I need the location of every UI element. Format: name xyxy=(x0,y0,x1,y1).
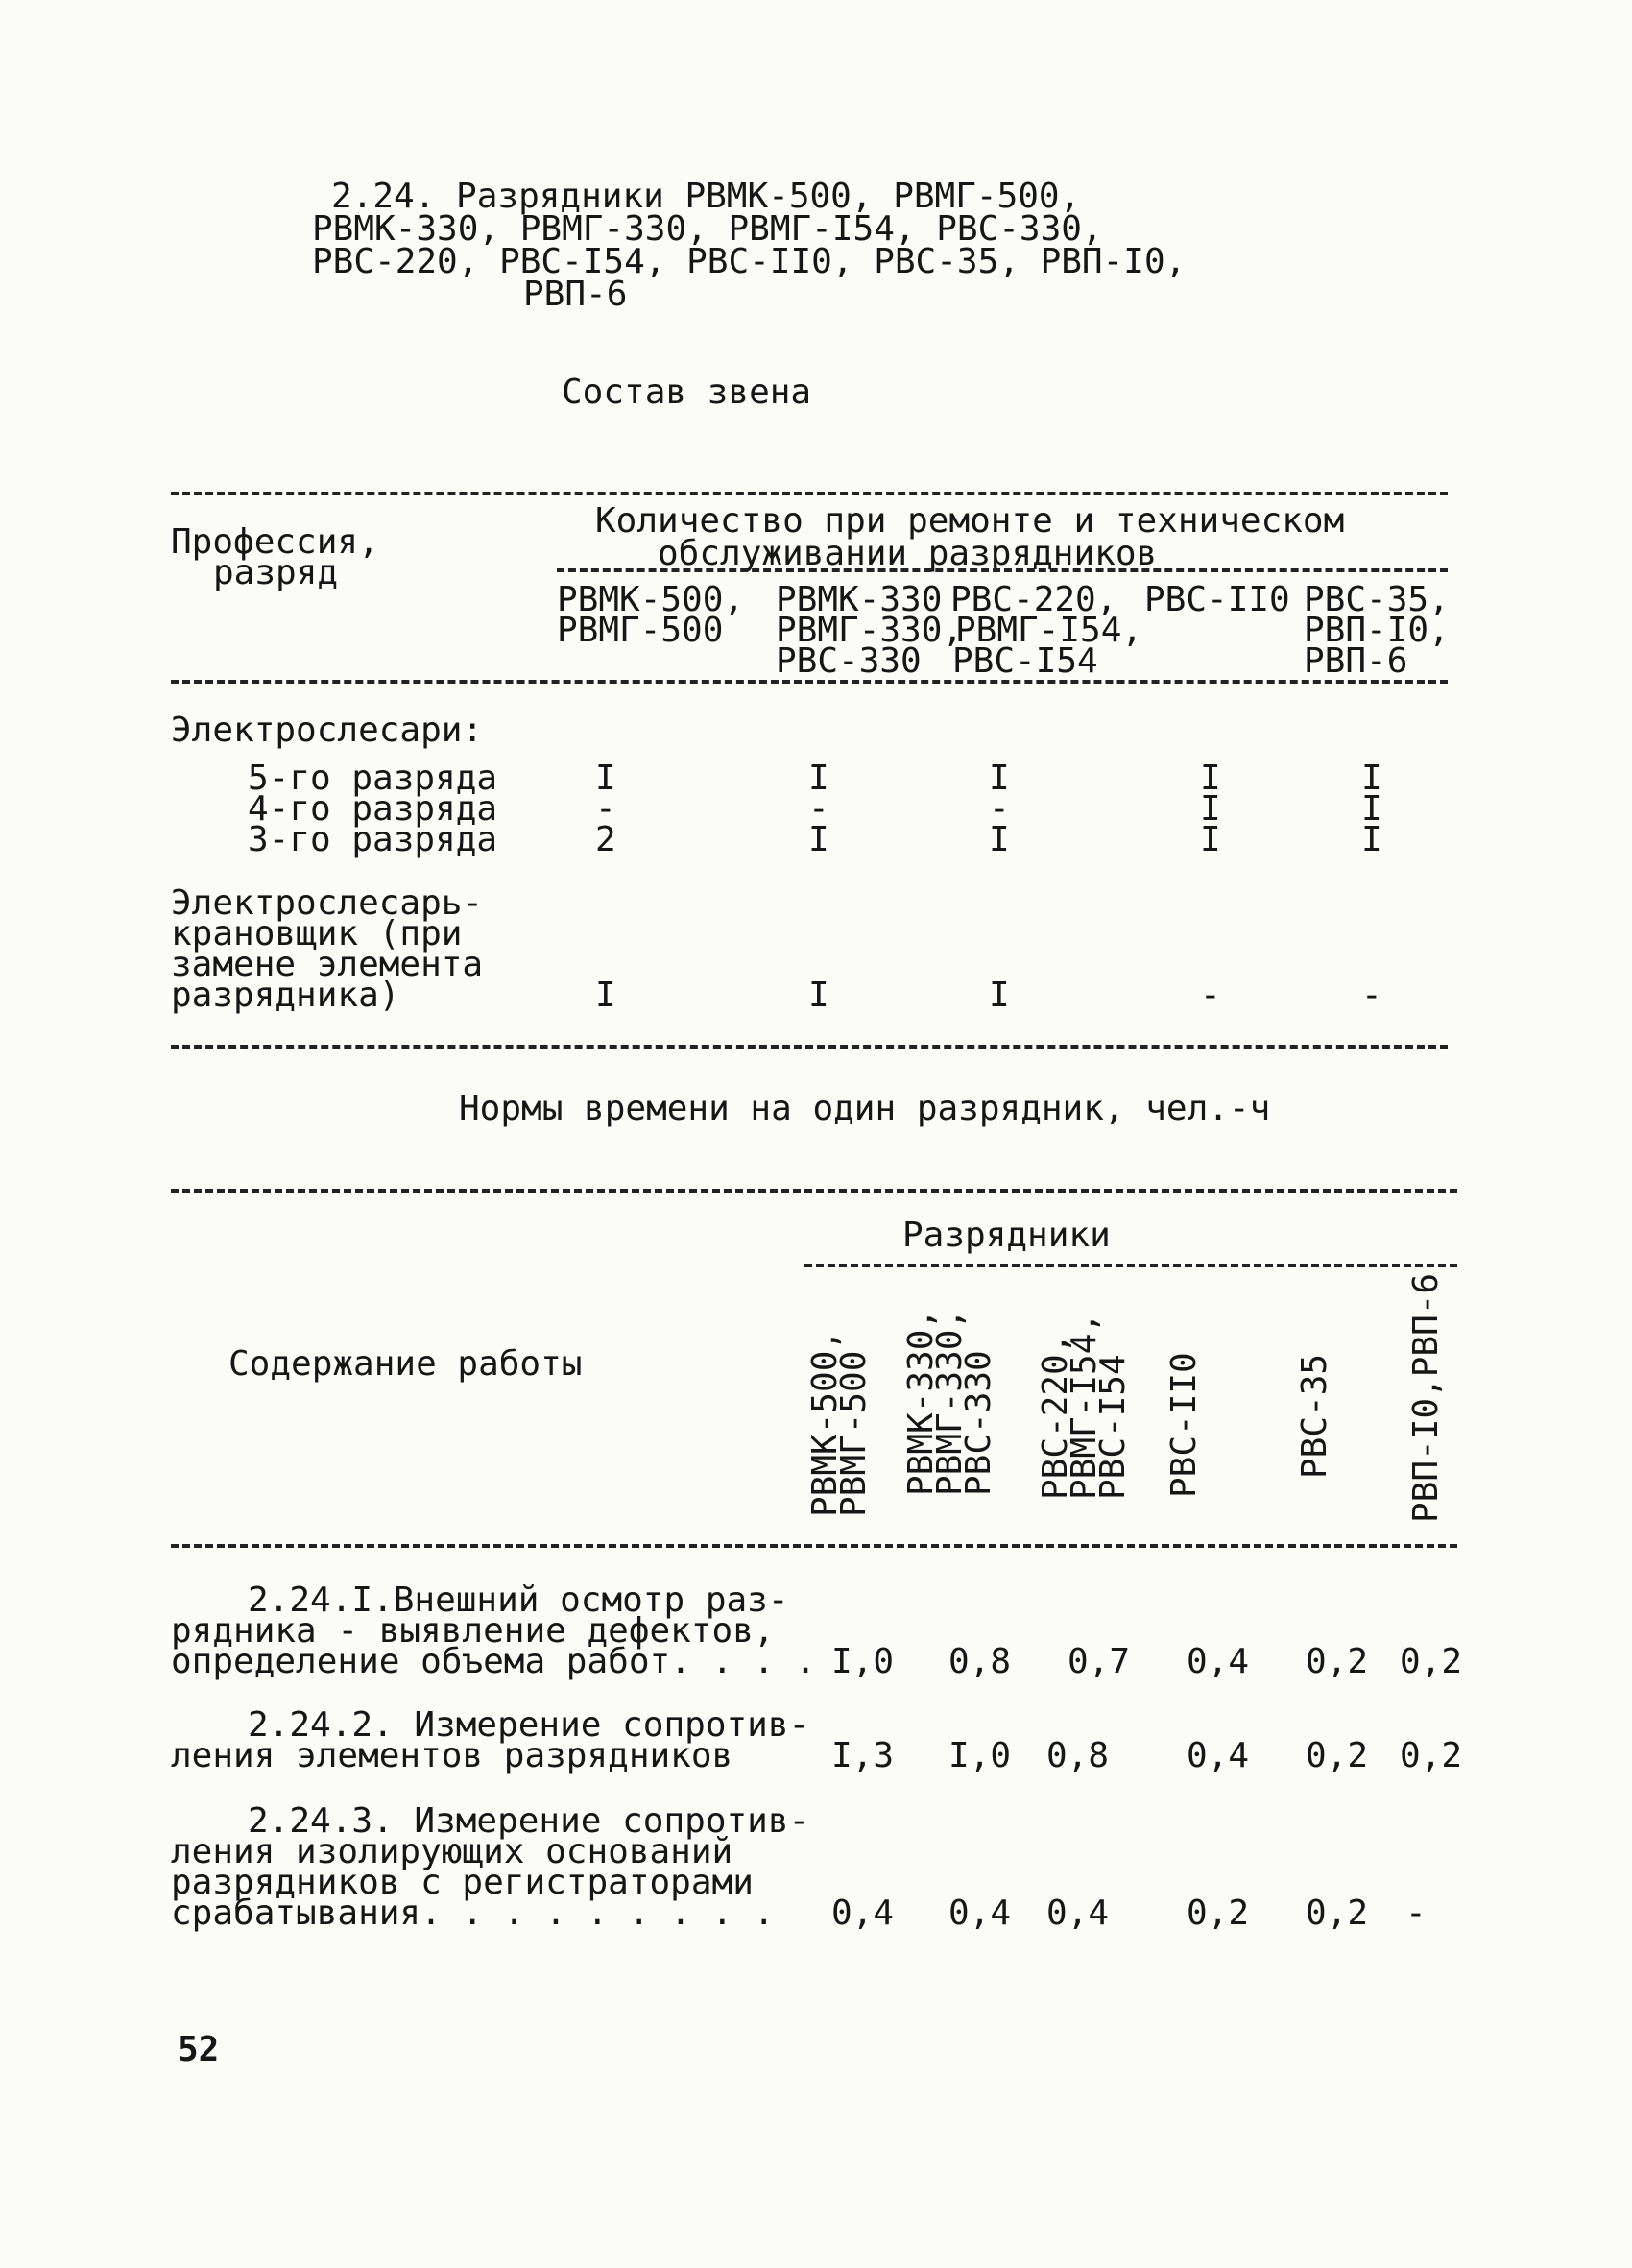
crew-col-4-line-1: РВС-II0 xyxy=(1144,580,1290,619)
norms-row-1-text: 2.24.I.Внешний осмотр раз- xyxy=(248,1580,789,1620)
norms-cell: 0,2 xyxy=(1400,1642,1463,1681)
crew-cell: I xyxy=(989,976,1010,1015)
divider xyxy=(171,680,1448,684)
crew-cell: - xyxy=(1361,976,1382,1015)
crew-row-label: 3-го разряда xyxy=(248,820,498,859)
crew-col-profession-1: Профессия, xyxy=(171,522,379,562)
crew-cell: I xyxy=(595,759,616,798)
crew-cell: I xyxy=(808,820,829,859)
crew-col-3-line-1: РВС-220, xyxy=(950,580,1117,619)
divider xyxy=(171,1189,1457,1193)
divider xyxy=(171,1045,1448,1049)
crew-cell: I xyxy=(1361,789,1382,829)
crew-col-5-line-1: РВС-35, xyxy=(1304,580,1450,619)
norms-cell: 0,2 xyxy=(1306,1736,1369,1775)
crew-col-2-line-1: РВМК-330 xyxy=(776,580,943,619)
norms-row-2-text: ления элементов разрядников xyxy=(171,1736,733,1775)
norms-cell: 0,4 xyxy=(1187,1736,1250,1775)
crew-table-title: Состав звена xyxy=(562,373,812,412)
crew-cell: - xyxy=(808,789,829,829)
norms-cell: 0,8 xyxy=(948,1642,1012,1681)
norms-row-1-text: определение объема работ. . . . xyxy=(171,1642,816,1681)
crew-col-5-line-2: РВП-I0, xyxy=(1304,611,1450,650)
divider xyxy=(804,1264,1457,1267)
heading-line-4: РВП-6 xyxy=(523,275,628,314)
norms-cell: 0,2 xyxy=(1306,1894,1369,1933)
page-number: 52 xyxy=(178,2030,220,2069)
norms-col-1-line-1: РВМК-500, xyxy=(805,1329,845,1517)
norms-cell: I,3 xyxy=(831,1736,895,1775)
crew-cell: - xyxy=(595,789,616,829)
norms-col-5-line-1: РВС-35 xyxy=(1295,1353,1334,1479)
norms-col-3-line-1: РВС-220, xyxy=(1036,1333,1075,1500)
norms-group-header: Разрядники xyxy=(902,1216,1111,1255)
norms-col-4-line-1: РВС-II0 xyxy=(1164,1352,1204,1498)
crew-col-1-line-1: РВМК-500, xyxy=(557,580,745,619)
norms-col-3-line-2: РВМГ-I54, xyxy=(1065,1312,1104,1500)
crew-col-1-line-2: РВМГ-500 xyxy=(557,611,724,650)
norms-col-3-line-3: РВС-I54 xyxy=(1093,1354,1133,1500)
crane-label-1: Электрослесарь- xyxy=(171,883,484,923)
crew-col-3-line-3: РВС-I54 xyxy=(952,641,1098,681)
norms-row-3-text: 2.24.3. Измерение сопротив- xyxy=(248,1801,810,1841)
crew-cell: I xyxy=(808,759,829,798)
crew-cell: I xyxy=(989,820,1010,859)
norms-cell: 0,2 xyxy=(1306,1642,1369,1681)
norms-row-3-text: срабатывания. . . . . . . . . xyxy=(171,1894,775,1933)
crew-cell: I xyxy=(1361,759,1382,798)
norms-cell: 0,7 xyxy=(1068,1642,1131,1681)
crew-cell: I xyxy=(1200,820,1221,859)
crew-cell: I xyxy=(1200,789,1221,829)
heading-line-2: РВМК-330, РВМГ-330, РВМГ-I54, РВС-330, xyxy=(312,209,1103,249)
norms-col-2-line-1: РВМК-330, xyxy=(901,1308,941,1496)
norms-cell: 0,8 xyxy=(1046,1736,1110,1775)
norms-row-3-text: ления изолирующих оснований xyxy=(171,1832,733,1871)
norms-col-2-line-2: РВМГ-330, xyxy=(930,1308,970,1496)
crew-cell: - xyxy=(1200,976,1221,1015)
heading-line-1: 2.24. Разрядники РВМК-500, РВМГ-500, xyxy=(331,177,1081,216)
norms-table-title: Нормы времени на один разрядник, чел.-ч xyxy=(459,1089,1271,1128)
heading-line-3: РВС-220, РВС-I54, РВС-II0, РВС-35, РВП-I0, xyxy=(312,242,1187,281)
crew-cell: 2 xyxy=(595,820,616,859)
crew-col-profession-2: разряд xyxy=(213,553,339,592)
norms-row-3-text: разрядников с регистраторами xyxy=(171,1863,754,1902)
norms-col-2-line-3: РВС-330 xyxy=(959,1350,998,1496)
crew-group-header-1: Количество при ремонте и техническом xyxy=(595,501,1345,541)
norms-cell: 0,4 xyxy=(1187,1642,1250,1681)
crew-cell: I xyxy=(808,976,829,1015)
crew-cell: I xyxy=(1361,820,1382,859)
norms-cell: - xyxy=(1405,1894,1427,1933)
norms-cell: 0,4 xyxy=(1046,1894,1110,1933)
crane-label-3: замене элемента xyxy=(171,945,484,984)
norms-col-6-line-1: РВП-I0,РВП-6 xyxy=(1406,1272,1446,1523)
crew-cell: I xyxy=(595,976,616,1015)
crew-cell: I xyxy=(989,759,1010,798)
crew-col-3-line-2: РВМГ-I54, xyxy=(955,611,1143,650)
crew-cell: - xyxy=(989,789,1010,829)
crew-row-label: 5-го разряда xyxy=(248,759,498,798)
divider xyxy=(557,568,1448,572)
norms-col-work: Содержание работы xyxy=(228,1344,583,1384)
crew-col-2-line-3: РВС-330 xyxy=(776,641,922,681)
norms-row-1-text: рядника - выявление дефектов, xyxy=(171,1611,775,1651)
norms-cell: 0,4 xyxy=(831,1894,895,1933)
norms-cell: 0,4 xyxy=(948,1894,1012,1933)
divider xyxy=(171,492,1448,495)
crane-label-2: крановщик (при xyxy=(171,914,463,953)
crew-row-label: 4-го разряда xyxy=(248,789,498,829)
norms-cell: I,0 xyxy=(831,1642,895,1681)
norms-row-2-text: 2.24.2. Измерение сопротив- xyxy=(248,1705,810,1745)
norms-cell: I,0 xyxy=(948,1736,1012,1775)
crew-cell: I xyxy=(1200,759,1221,798)
crew-col-2-line-2: РВМГ-330, xyxy=(776,611,964,650)
divider xyxy=(171,1544,1457,1548)
norms-cell: 0,2 xyxy=(1400,1736,1463,1775)
crew-group-label: Электрослесари: xyxy=(171,711,484,750)
crew-col-5-line-3: РВП-6 xyxy=(1304,641,1408,681)
norms-col-1-line-2: РВМГ-500 xyxy=(834,1350,874,1517)
crew-group-header-2: обслуживании разрядников xyxy=(658,534,1158,573)
norms-cell: 0,2 xyxy=(1187,1894,1250,1933)
crane-label-4: разрядника) xyxy=(171,976,400,1015)
